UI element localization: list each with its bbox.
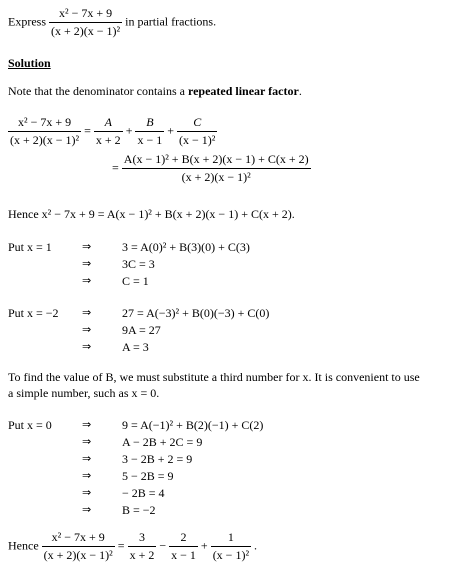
- implies-icon: ⇒: [82, 257, 92, 270]
- note-after: .: [298, 84, 302, 98]
- put1-line: C = 1: [122, 274, 149, 288]
- implies-icon: ⇒: [82, 418, 92, 431]
- conclusion-term-3: [211, 530, 251, 563]
- implies-icon: ⇒: [82, 323, 92, 336]
- put1-line: 3 = A(0)² + B(3)(0) + C(3): [122, 240, 250, 254]
- put3-line: A − 2B + 2C = 9: [122, 435, 203, 449]
- term-c-numerator: C: [193, 115, 202, 129]
- implies-icon: ⇒: [82, 503, 92, 516]
- put1-label: Put x = 1: [8, 240, 52, 254]
- combined-fraction: [122, 152, 311, 185]
- equals-sign: =: [84, 123, 91, 138]
- implies-icon: ⇒: [82, 469, 92, 482]
- equals-sign: =: [117, 538, 125, 553]
- term-c: [177, 115, 217, 148]
- put3-label: Put x = 0: [8, 418, 52, 432]
- problem-prefix: Express: [8, 14, 46, 29]
- put2-label: Put x = −2: [8, 306, 59, 320]
- combined-row: [112, 152, 311, 185]
- implies-icon: ⇒: [82, 240, 92, 253]
- conclusion-term-3-denominator: (x − 1)²: [212, 548, 250, 562]
- conclusion-term-1-denominator: x + 2: [129, 548, 155, 562]
- decomposition-row: [8, 115, 217, 148]
- term-a: [94, 115, 123, 148]
- conclusion-lhs-numerator: x² − 7x + 9: [42, 530, 115, 547]
- problem-numerator: x² − 7x + 9: [49, 6, 122, 23]
- implies-icon: ⇒: [82, 486, 92, 499]
- minus-sign: −: [159, 538, 167, 553]
- conclusion-term-1: [128, 530, 157, 563]
- solution-heading: Solution: [8, 56, 51, 70]
- plus-sign: +: [167, 123, 175, 138]
- lhs-fraction: [8, 115, 81, 148]
- put3-line: 5 − 2B = 9: [122, 469, 174, 483]
- note-text: [8, 84, 302, 99]
- plus-sign: +: [200, 538, 208, 553]
- problem-statement: [8, 6, 216, 39]
- put3-line: 3 − 2B + 2 = 9: [122, 452, 193, 466]
- problem-fraction: [49, 6, 122, 39]
- term-b: [135, 115, 164, 148]
- period: .: [254, 538, 258, 553]
- implies-icon: ⇒: [82, 340, 92, 353]
- conclusion-row: [8, 530, 257, 563]
- note-before: Note that the denominator contains a: [8, 84, 188, 98]
- conclusion-lhs: [42, 530, 115, 563]
- conclusion-term-1-numerator: 3: [128, 530, 157, 547]
- plus-sign: +: [125, 123, 133, 138]
- combined-numerator: A(x − 1)² + B(x + 2)(x − 1) + C(x + 2): [122, 152, 311, 169]
- third-number-line1: To find the value of B, we must substitute a third number for x. It is convenient to use: [8, 370, 420, 384]
- implies-icon: ⇒: [82, 435, 92, 448]
- put2-line: A = 3: [122, 340, 149, 354]
- conclusion-term-2: [169, 530, 198, 563]
- conclusion-term-3-numerator: 1: [211, 530, 251, 547]
- lhs-numerator: x² − 7x + 9: [8, 115, 81, 132]
- equals-sign: =: [112, 160, 119, 175]
- implies-icon: ⇒: [82, 274, 92, 287]
- conclusion-hence: Hence: [8, 538, 39, 553]
- problem-denominator: (x + 2)(x − 1)²: [51, 24, 121, 38]
- put2-line: 27 = A(−3)² + B(0)(−3) + C(0): [122, 306, 270, 320]
- put3-line: B = −2: [122, 503, 156, 517]
- conclusion-lhs-denominator: (x + 2)(x − 1)²: [43, 548, 113, 562]
- conclusion-term-2-denominator: x − 1: [171, 548, 196, 562]
- third-number-line2: a simple number, such as x = 0.: [8, 386, 160, 400]
- note-bold: repeated linear factor: [187, 84, 299, 98]
- implies-icon: ⇒: [82, 452, 92, 465]
- term-b-denominator: x − 1: [137, 133, 163, 147]
- conclusion-term-2-numerator: 2: [169, 530, 198, 547]
- lhs-denominator: (x + 2)(x − 1)²: [10, 133, 80, 147]
- problem-suffix: in partial fractions.: [125, 14, 217, 29]
- put2-line: 9A = 27: [122, 323, 161, 337]
- put3-line: 9 = A(−1)² + B(2)(−1) + C(2): [122, 418, 264, 432]
- put1-line: 3C = 3: [122, 257, 155, 271]
- implies-icon: ⇒: [82, 306, 92, 319]
- term-a-numerator: A: [104, 115, 112, 129]
- term-b-numerator: B: [146, 115, 154, 129]
- term-a-denominator: x + 2: [95, 133, 121, 147]
- term-c-denominator: (x − 1)²: [179, 133, 216, 147]
- put3-line: − 2B = 4: [122, 486, 165, 500]
- hence-identity: Hence x² − 7x + 9 = A(x − 1)² + B(x + 2)(x − 1) + C(x + 2).: [8, 207, 295, 221]
- combined-denominator: (x + 2)(x − 1)²: [181, 170, 251, 184]
